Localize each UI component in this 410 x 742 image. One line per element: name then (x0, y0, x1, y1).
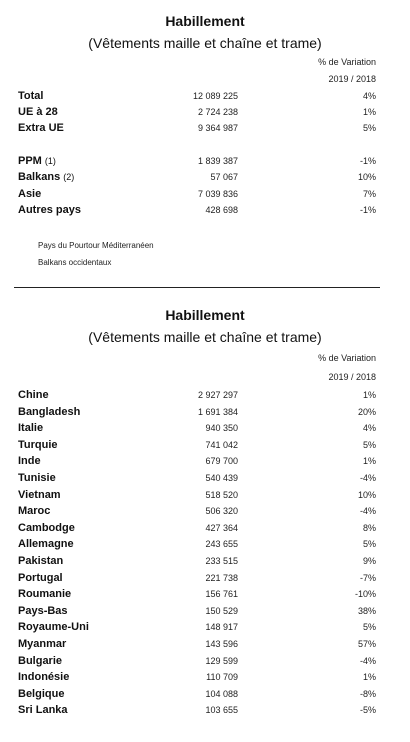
row-value: 2 724 238 (197, 107, 238, 117)
row-value: 57 067 (210, 172, 238, 182)
row-percent: 5% (362, 439, 376, 450)
table1-col-header-period: 2019 / 2018 (328, 74, 376, 84)
table2-row (0, 588, 410, 604)
row-percent: -8% (359, 688, 376, 699)
row-value: 9 364 987 (197, 123, 238, 133)
row-percent: 5% (362, 123, 376, 133)
row-label: Turquie (18, 438, 58, 451)
table1-title: Habillement (165, 13, 245, 29)
row-value: 518 520 (205, 489, 238, 500)
table2-row (0, 406, 410, 422)
row-percent: -4% (359, 655, 376, 666)
row-percent: 1% (362, 672, 376, 683)
row-value: 1 691 384 (197, 406, 238, 417)
table2-row (0, 505, 410, 521)
section-divider (14, 287, 380, 288)
row-label: Pakistan (18, 555, 64, 567)
row-percent: -4% (359, 473, 376, 483)
row-value: 506 320 (205, 506, 238, 517)
row-value: 243 655 (205, 539, 238, 550)
row-value: 103 655 (205, 705, 238, 716)
row-label: Cambodge (18, 521, 75, 534)
row-footnote-ref: (2) (63, 172, 75, 182)
table2-row (0, 489, 410, 505)
row-percent: 1% (362, 107, 376, 117)
table1-row (0, 155, 410, 171)
row-label (18, 155, 56, 167)
row-label: Autres pays (18, 204, 81, 216)
row-label: Italie (18, 422, 44, 435)
row-label: Inde (18, 455, 41, 468)
row-value: 110 709 (206, 672, 238, 683)
table2-row (0, 638, 410, 654)
table2-row (0, 538, 410, 554)
row-label: Bangladesh (18, 405, 81, 418)
table2-row (0, 555, 410, 571)
row-percent: 38% (357, 605, 376, 616)
table1-row (0, 188, 410, 204)
table2-row (0, 439, 410, 455)
row-value: 104 088 (205, 688, 238, 699)
row-value: 221 738 (205, 572, 238, 583)
table1-row (0, 106, 410, 122)
row-label-text: Balkans (18, 171, 61, 183)
row-percent: -10% (354, 589, 376, 600)
row-value: 7 039 836 (197, 189, 238, 199)
table2-row (0, 688, 410, 704)
row-label: Portugal (18, 571, 63, 584)
table2-subtitle: (Vêtements maille et chaîne et trame) (88, 329, 322, 345)
row-label: Extra UE (18, 122, 64, 134)
row-value: 148 917 (205, 622, 238, 633)
row-label: Chine (18, 389, 49, 401)
row-label (18, 171, 74, 183)
row-label: Sri Lanka (18, 704, 68, 717)
row-value: 129 599 (205, 655, 238, 666)
row-percent: 7% (362, 189, 376, 199)
table2-row (0, 455, 410, 471)
row-percent: 1% (362, 456, 376, 467)
table2-row (0, 422, 410, 438)
row-label: Belgique (18, 687, 65, 700)
row-footnote-ref: (1) (44, 156, 56, 166)
row-percent: 4% (362, 423, 376, 434)
table2-row (0, 472, 410, 488)
row-value: 428 698 (205, 205, 238, 215)
row-value: 2 927 297 (197, 390, 238, 400)
table2-col-header-period: 2019 / 2018 (328, 372, 376, 382)
row-label: Bulgarie (18, 654, 63, 667)
row-percent: -1% (359, 156, 376, 166)
row-value: 679 700 (205, 456, 238, 467)
row-label: Maroc (18, 505, 51, 518)
row-value: 156 761 (205, 589, 238, 600)
row-label: Pays-Bas (18, 604, 68, 617)
table1-row (0, 204, 410, 220)
row-percent: 10% (357, 489, 376, 500)
row-value: 940 350 (205, 423, 238, 434)
table2-row (0, 605, 410, 621)
row-percent: 9% (362, 556, 376, 566)
row-label: Myanmar (18, 638, 67, 650)
row-value: 233 515 (205, 556, 238, 566)
row-label: UE à 28 (18, 106, 58, 118)
row-percent: -7% (359, 572, 376, 583)
table2-row (0, 572, 410, 588)
row-label: Allemagne (18, 538, 74, 551)
table2-col-header-variation: % de Variation (318, 353, 376, 363)
row-value: 143 596 (205, 639, 238, 649)
table1-row (0, 90, 410, 106)
footnote-1: Pays du Pourtour Méditerranéen (38, 241, 154, 250)
row-percent: 8% (362, 522, 376, 533)
table2-row (0, 621, 410, 637)
row-label: Tunisie (18, 472, 56, 484)
row-label: Roumanie (18, 588, 72, 601)
row-label: Total (18, 90, 44, 102)
row-percent: 20% (357, 406, 376, 417)
row-value: 1 839 387 (197, 156, 238, 166)
table1-subtitle: (Vêtements maille et chaîne et trame) (88, 35, 322, 51)
table2-row (0, 389, 410, 405)
table2-row (0, 655, 410, 671)
row-percent: -1% (359, 205, 376, 215)
row-percent: 57% (357, 639, 376, 649)
table1-col-header-variation: % de Variation (318, 57, 376, 67)
row-value: 427 364 (205, 522, 238, 533)
row-value: 12 089 225 (192, 91, 238, 101)
row-value: 150 529 (205, 605, 238, 616)
table1-row (0, 171, 410, 187)
row-percent: 5% (362, 622, 376, 633)
row-value: 540 439 (205, 473, 238, 483)
row-percent: -5% (359, 705, 376, 716)
table1-row (0, 122, 410, 138)
row-label: Indonésie (18, 671, 70, 684)
row-percent: 10% (357, 172, 376, 182)
row-percent: 1% (362, 390, 376, 400)
table2-row (0, 671, 410, 687)
table2-row (0, 522, 410, 538)
row-percent: -4% (359, 506, 376, 517)
row-label: Asie (18, 188, 42, 200)
row-label: Vietnam (18, 488, 61, 501)
footnote-2: Balkans occidentaux (38, 258, 112, 267)
row-percent: 5% (362, 539, 376, 550)
row-label-text: PPM (18, 155, 42, 167)
row-percent: 4% (362, 91, 376, 101)
row-label: Royaume-Uni (18, 621, 89, 634)
table2-title: Habillement (165, 307, 245, 323)
row-value: 741 042 (205, 439, 238, 450)
table2-row (0, 704, 410, 720)
